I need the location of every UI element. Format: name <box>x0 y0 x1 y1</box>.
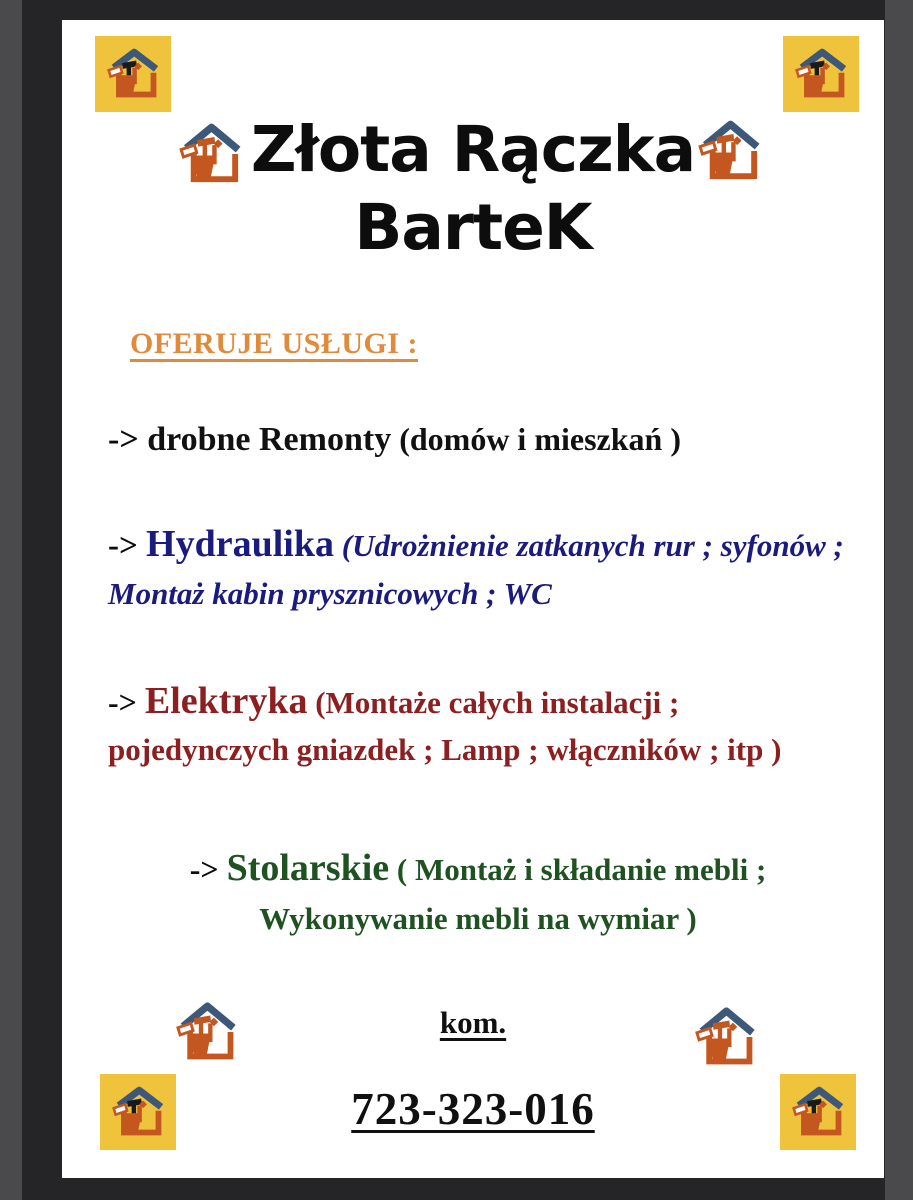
contact-label: kom. <box>439 1005 507 1040</box>
service-name: Stolarskie <box>226 847 390 889</box>
poster-title-line-2: BarteK <box>354 191 592 264</box>
service-detail: (domów i mieszkań ) <box>391 421 681 457</box>
service-name: Elektryka <box>144 680 308 722</box>
service-arrow: -> <box>108 528 147 564</box>
poster-page <box>62 20 884 1178</box>
poster-title <box>62 112 884 266</box>
service-arrow: -> <box>108 684 145 720</box>
service-arrow: -> <box>189 851 227 887</box>
house-tools-logo-badge-icon <box>95 36 171 112</box>
poster-title-line-1: Złota Rączka <box>250 113 696 186</box>
house-tools-logo-badge-icon <box>783 36 859 112</box>
service-item-stolarskie <box>108 844 848 943</box>
poster-frame <box>22 0 885 1200</box>
service-name: drobne Remonty <box>147 421 392 458</box>
contact-phone-number[interactable]: 723-323-016 <box>351 1084 595 1134</box>
service-detail: (Montaże całych instalacji ; pojedynczych gniazdek ; Lamp ; włączników ; itp ) <box>108 685 782 767</box>
service-item-elektryka <box>108 678 848 773</box>
contact-block <box>62 1005 884 1135</box>
service-detail: (Udrożnienie zatkanych rur ; syfonów ; Montaż kabin prysznicowych ; WC <box>108 528 844 611</box>
service-arrow: -> <box>108 421 148 458</box>
offer-heading: OFERUJE USŁUGI : <box>130 327 419 360</box>
service-detail: ( Montaż i składanie mebli ; Wykonywanie mebli na wymiar ) <box>259 852 767 936</box>
service-item-hydraulika <box>108 520 848 618</box>
service-item-remonty <box>108 418 848 461</box>
service-name: Hydraulika <box>146 523 334 565</box>
